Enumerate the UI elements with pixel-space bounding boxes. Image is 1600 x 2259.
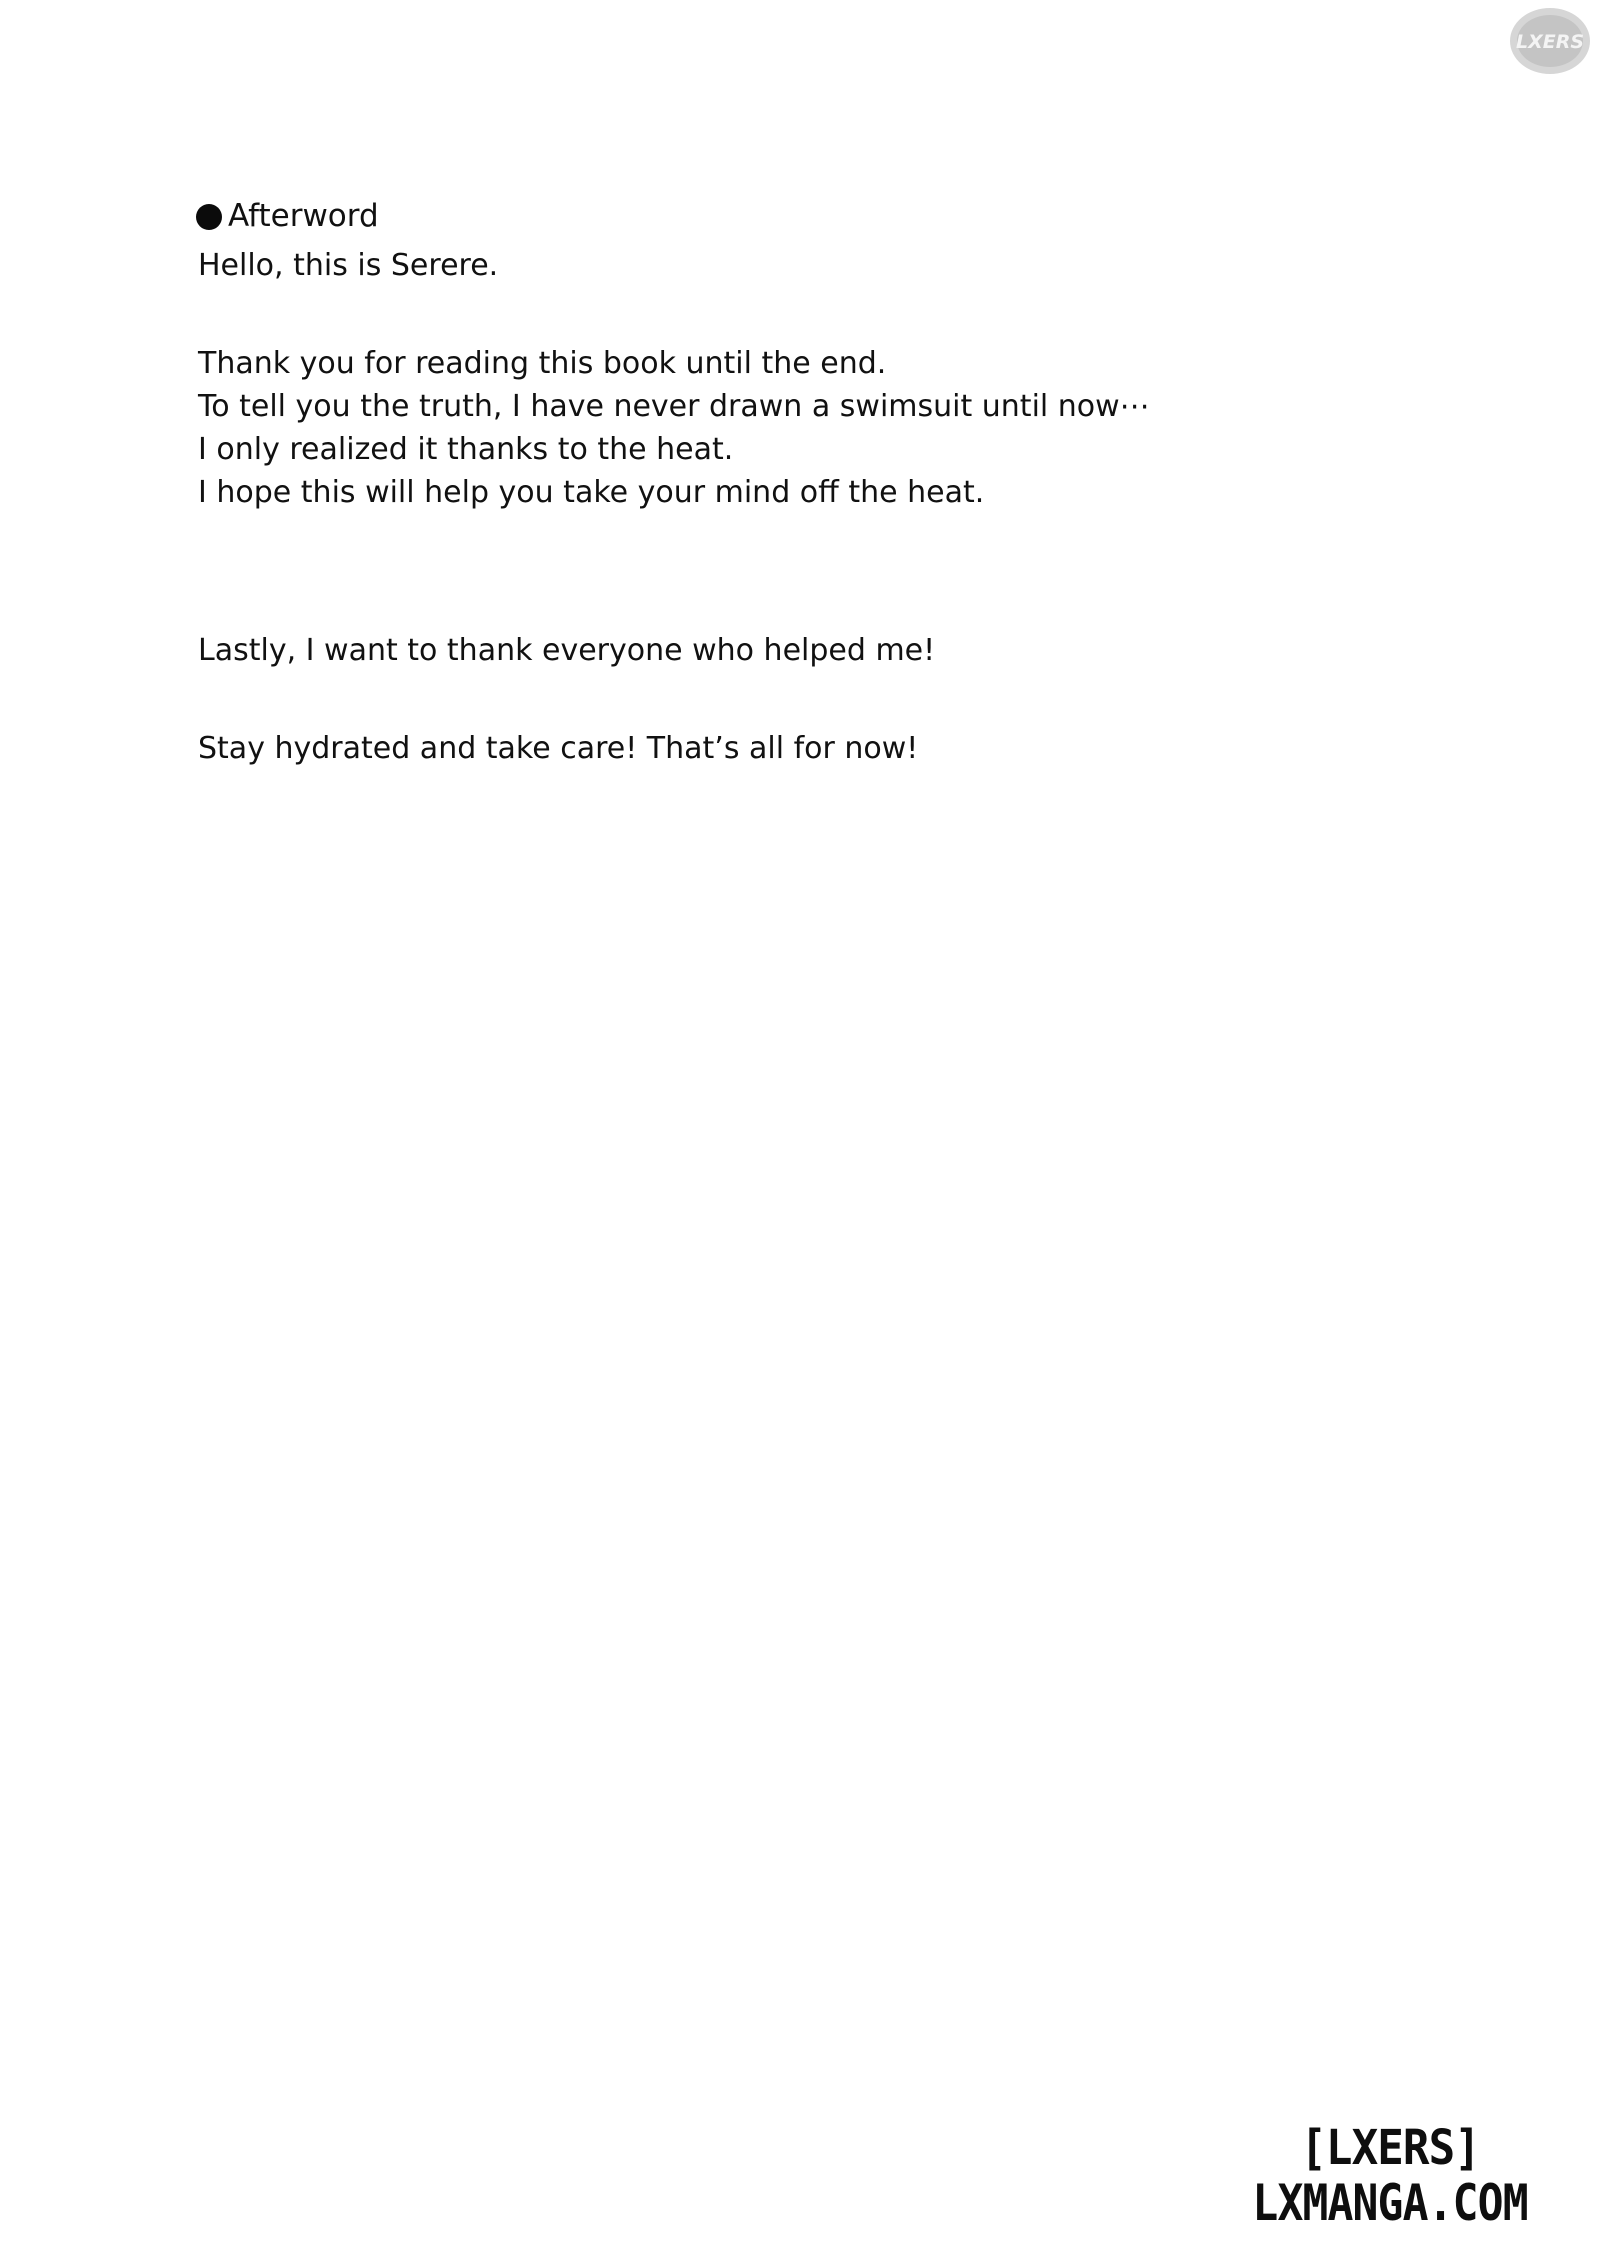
- stamp-url: LXMANGA.COM: [1252, 2174, 1528, 2232]
- paragraph-line: To tell you the truth, I have never drawn a swimsuit until now⋯: [198, 389, 1150, 424]
- svg-text:LXERS: LXERS: [1515, 31, 1585, 53]
- afterword-heading: [196, 196, 379, 236]
- paragraph-line: Thank you for reading this book until the end.: [198, 346, 887, 381]
- lxers-logo-icon: [1508, 6, 1592, 76]
- bullet-icon: [196, 204, 222, 230]
- closing-text: Stay hydrated and take care! That’s all for now!: [198, 731, 919, 766]
- greeting-text: Hello, this is Serere.: [198, 248, 499, 283]
- site-stamp: [1230, 2121, 1550, 2231]
- heading-text: Afterword: [228, 198, 379, 234]
- paragraph-line: I only realized it thanks to the heat.: [198, 432, 734, 467]
- thanks-text: Lastly, I want to thank everyone who helped me!: [198, 633, 936, 668]
- paragraph-line: I hope this will help you take your mind off the heat.: [198, 475, 985, 510]
- body-paragraph: [198, 342, 1150, 514]
- stamp-brand: [LXERS]: [1300, 2120, 1480, 2176]
